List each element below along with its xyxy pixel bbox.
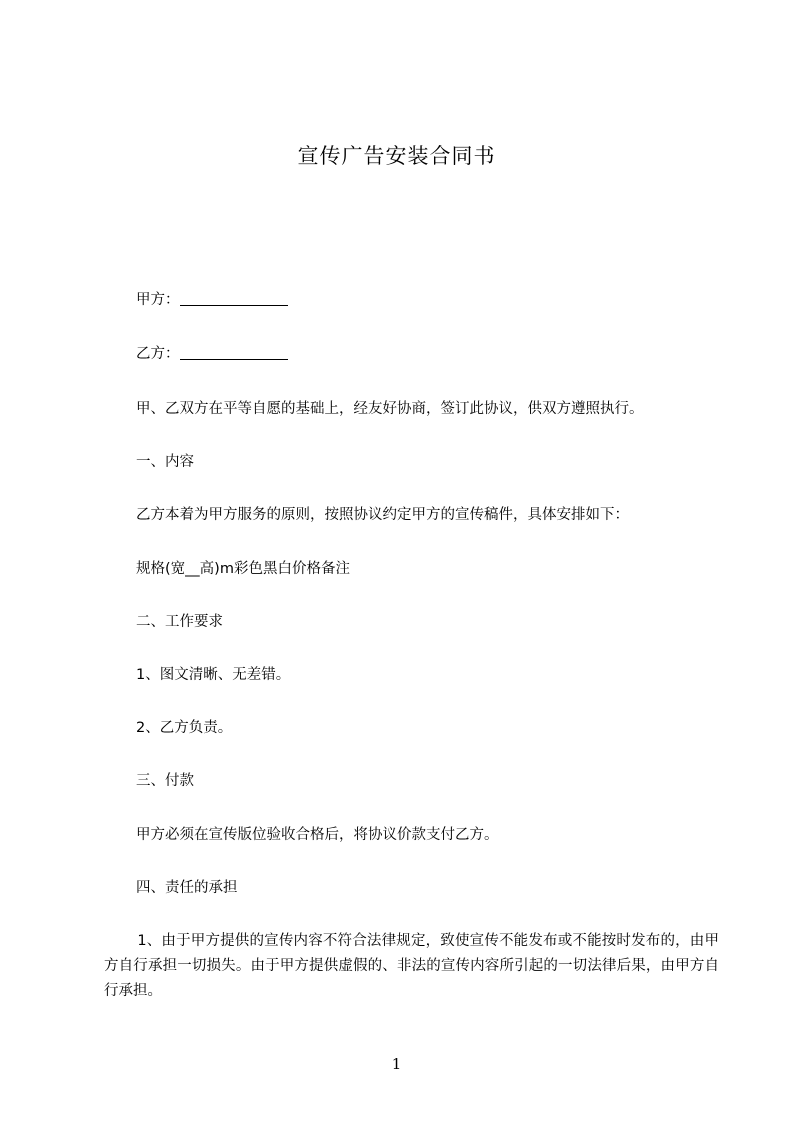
section-1-heading: 一、内容 xyxy=(136,454,194,470)
section-3-text: 甲方必须在宣传版位验收合格后，将协议价款支付乙方。 xyxy=(136,827,499,843)
party-a-label: 甲方： xyxy=(136,292,180,308)
document-title: 宣传广告安装合同书 xyxy=(297,144,496,168)
section-1-text: 乙方本着为甲方服务的原则，按照协议约定甲方的宣传稿件，具体安排如下： xyxy=(136,507,629,523)
spec-line: 规格(宽__高)m彩色黑白价格备注 xyxy=(136,561,350,577)
party-a-line xyxy=(136,290,288,310)
section-4-heading: 四、责任的承担 xyxy=(136,880,238,896)
section-4-item-1: 1、由于甲方提供的宣传内容不符合法律规定，致使宣传不能发布或不能按时发布的，由甲方自行承担一切损失。由于甲方提供虚假的、非法的宣传内容所引起的一切法律后果，由甲方自行承担。 xyxy=(104,933,719,999)
requirement-1: 1、图文清晰、无差错。 xyxy=(136,667,291,683)
section-2-heading: 二、工作要求 xyxy=(136,614,223,630)
page-number: 1 xyxy=(391,1055,402,1073)
section-3-heading: 三、付款 xyxy=(136,773,194,789)
party-b-blank xyxy=(180,345,288,360)
preamble: 甲、乙双方在平等自愿的基础上，经友好协商，签订此协议，供双方遵照执行。 xyxy=(136,401,644,417)
party-b-line xyxy=(136,344,288,364)
party-b-label: 乙方： xyxy=(136,346,180,362)
party-a-blank xyxy=(180,291,288,306)
requirement-2: 2、乙方负责。 xyxy=(136,720,233,736)
